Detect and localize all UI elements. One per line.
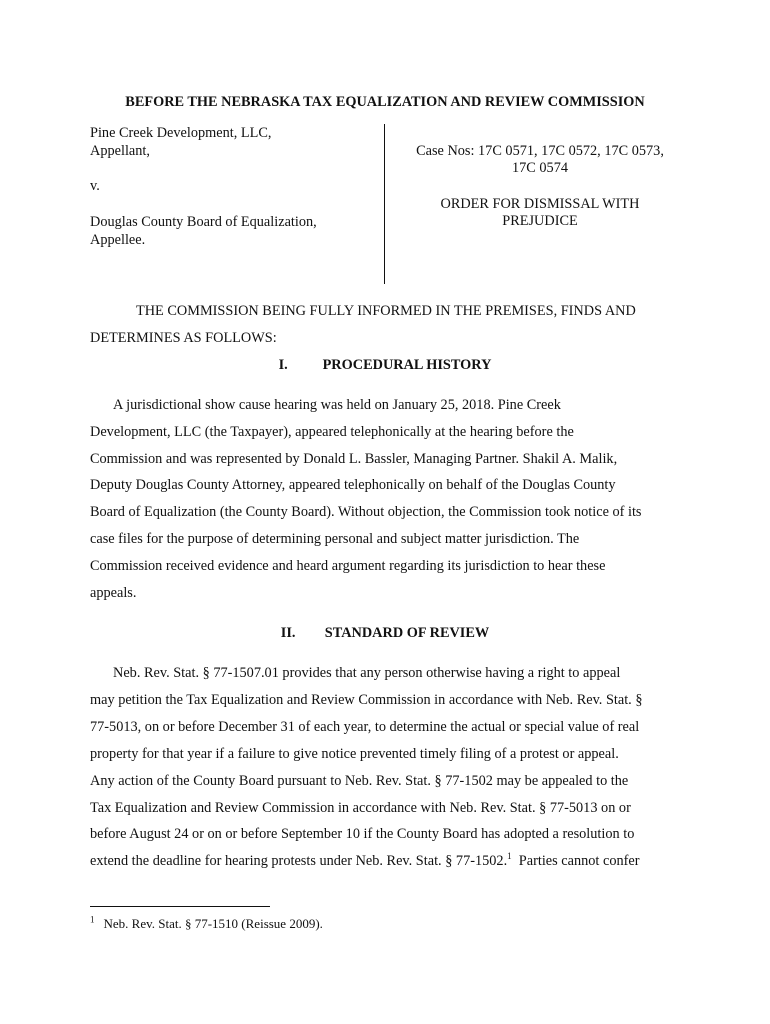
section-title: STANDARD OF REVIEW xyxy=(324,625,490,641)
caption-divider xyxy=(384,124,385,284)
footnote-separator xyxy=(90,906,270,907)
line-text-before-footnote: extend the deadline for hearing protests under Neb. Rev. Stat. § 77-1502. xyxy=(90,853,508,869)
section-heading-procedural-history xyxy=(0,357,770,374)
paragraph-line: A jurisdictional show cause hearing was held on January 25, 2018. Pine Creek xyxy=(113,397,561,413)
footnote xyxy=(90,915,323,932)
footnote-reference[interactable]: 1 xyxy=(507,851,512,862)
case-numbers-line1: Case Nos: 17C 0571, 17C 0572, 17C 0573, xyxy=(416,143,664,159)
paragraph-line: Commission and was represented by Donald L. Bassler, Managing Partner. Shakil A. Malik, xyxy=(90,451,618,467)
paragraph-line: appeals. xyxy=(90,585,137,601)
footnote-text: Neb. Rev. Stat. § 77-1510 (Reissue 2009). xyxy=(103,916,323,931)
appellee-role: Appellee. xyxy=(90,232,146,248)
paragraph-line-with-footnote xyxy=(90,853,639,870)
paragraph-line: before August 24 or on or before September 10 if the County Board has adopted a resolution to xyxy=(90,826,635,842)
appellee-name: Douglas County Board of Equalization, xyxy=(90,214,317,230)
paragraph-line: Neb. Rev. Stat. § 77-1507.01 provides that any person otherwise having a right to appeal xyxy=(113,665,621,681)
intro-line1: THE COMMISSION BEING FULLY INFORMED IN THE PREMISES, FINDS AND xyxy=(136,303,636,319)
case-numbers-line2: 17C 0574 xyxy=(511,160,568,176)
paragraph-line: Development, LLC (the Taxpayer), appeared telephonically at the hearing before the xyxy=(90,424,574,440)
order-title-line2: PREJUDICE xyxy=(502,213,578,229)
paragraph-line: may petition the Tax Equalization and Review Commission in accordance with Neb. Rev. Stat. § xyxy=(90,692,643,708)
paragraph-line: 77-5013, on or before December 31 of each year, to determine the actual or special value of real xyxy=(90,719,640,735)
paragraph-line: Tax Equalization and Review Commission in accordance with Neb. Rev. Stat. § 77-5013 on or xyxy=(90,800,631,816)
section-number: I. xyxy=(278,357,288,373)
line-text-after-footnote: Parties cannot confer xyxy=(511,853,640,869)
section-title: PROCEDURAL HISTORY xyxy=(322,357,492,373)
paragraph-line: case files for the purpose of determining personal and subject matter jurisdiction. The xyxy=(90,531,580,547)
section-heading-standard-of-review xyxy=(0,625,770,642)
intro-line2: DETERMINES AS FOLLOWS: xyxy=(90,330,277,346)
page-title: BEFORE THE NEBRASKA TAX EQUALIZATION AND REVIEW COMMISSION xyxy=(125,94,645,110)
versus: v. xyxy=(90,178,100,194)
section-number: II. xyxy=(280,625,296,641)
paragraph-line: Commission received evidence and heard argument regarding its jurisdiction to hear these xyxy=(90,558,606,574)
paragraph-line: Board of Equalization (the County Board). Without objection, the Commission took notice of its xyxy=(90,504,642,520)
paragraph-line: property for that year if a failure to give notice prevented timely filing of a protest or appeal. xyxy=(90,746,619,762)
appellant-name: Pine Creek Development, LLC, xyxy=(90,125,272,141)
footnote-mark: 1 xyxy=(90,914,95,925)
appellant-role: Appellant, xyxy=(90,143,150,159)
paragraph-line: Any action of the County Board pursuant to Neb. Rev. Stat. § 77-1502 may be appealed to the xyxy=(90,773,629,789)
paragraph-line: Deputy Douglas County Attorney, appeared telephonically on behalf of the Douglas County xyxy=(90,477,616,493)
order-title-line1: ORDER FOR DISMISSAL WITH xyxy=(440,196,640,212)
